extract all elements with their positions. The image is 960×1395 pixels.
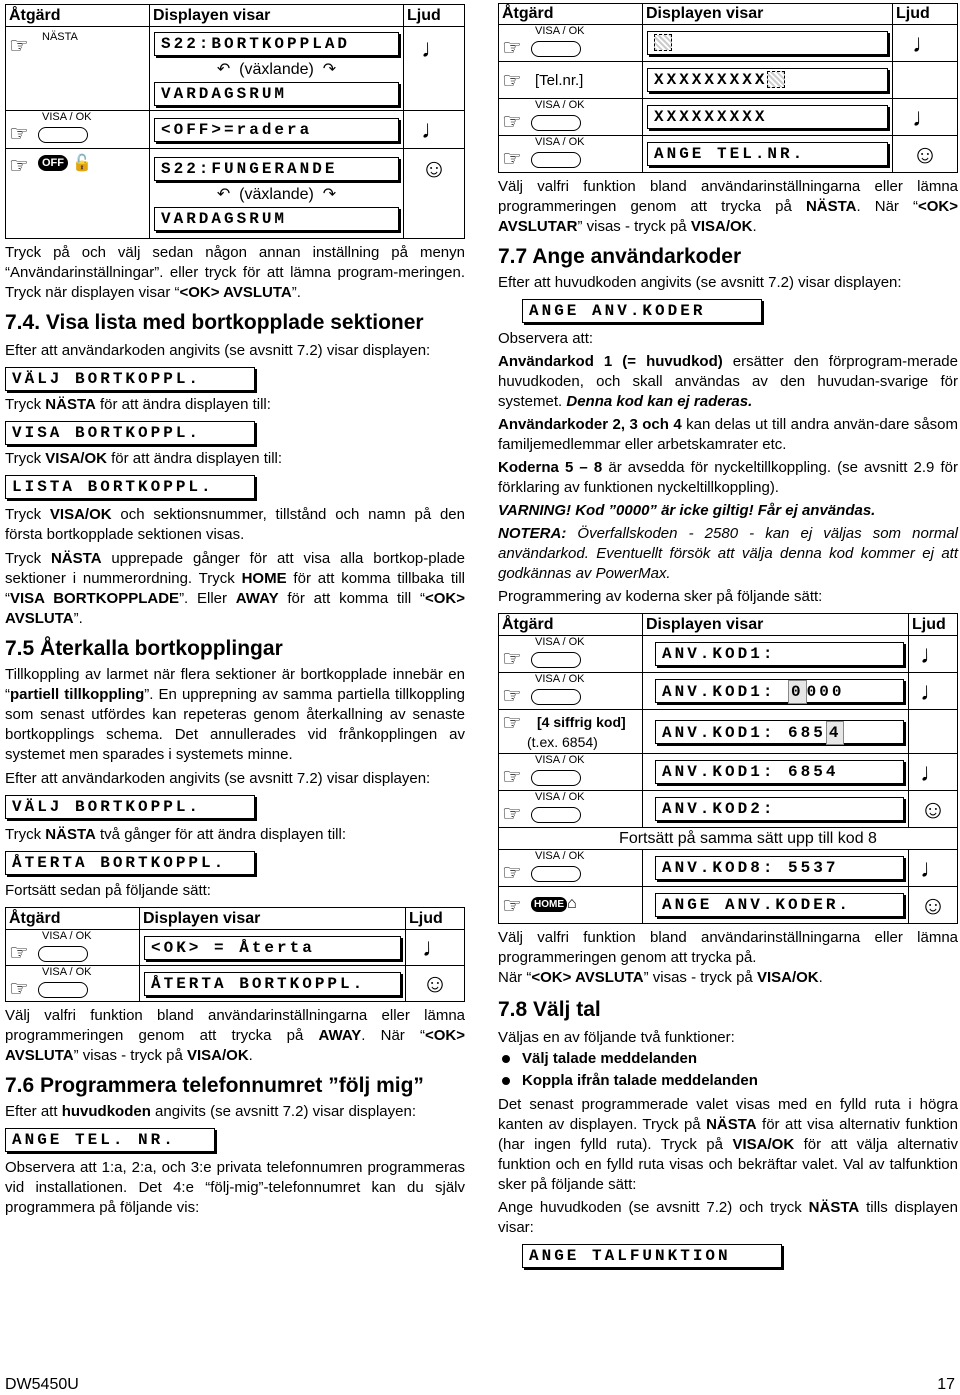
alternating-note: ↶ (växlande) ↷ xyxy=(216,185,337,203)
paragraph: NOTERA: Överfallskoden - 2580 - kan ej väljas som normal användarkod. Eventuellt försök att välja denna kod kommer ej att godkännas av PowerMax. xyxy=(498,525,958,582)
hand-pointer-icon: ☞ xyxy=(502,683,522,708)
beep-note-icon: ♩ xyxy=(909,754,958,791)
display-cell xyxy=(643,850,909,887)
empty-cell xyxy=(909,710,958,754)
action-cell xyxy=(499,710,643,754)
action-cell xyxy=(499,636,643,673)
header-action: Åtgärd xyxy=(499,4,643,25)
warning-text: VARNING! Kod ”0000” är icke giltig! Får ej användas. xyxy=(498,502,876,519)
button-label: VISA / OK xyxy=(535,673,585,685)
display-cell xyxy=(643,99,893,136)
action-cell xyxy=(6,149,150,239)
beep-note-icon: ♩ xyxy=(909,673,958,710)
hand-pointer-icon: ☞ xyxy=(9,976,29,1001)
header-sound: Ljud xyxy=(893,4,958,25)
display-cell xyxy=(643,791,909,828)
button-label: VISA / OK xyxy=(535,25,585,37)
beep-note-icon: ♩ xyxy=(909,850,958,887)
display-cell xyxy=(643,25,893,62)
hand-pointer-icon: ☞ xyxy=(9,121,29,146)
display-cell xyxy=(643,673,909,710)
section-heading-7-6: 7.6 Programmera telefonnumret ”följ mig” xyxy=(5,1074,424,1097)
display-cell xyxy=(140,930,406,966)
action-table-4 xyxy=(498,613,958,924)
action-cell xyxy=(499,673,643,710)
lcd-display: S22:FUNGERANDE xyxy=(154,157,399,181)
arrow-left-icon: ↶ xyxy=(216,185,231,203)
beep-note-icon: ♩ xyxy=(404,27,465,111)
happy-tune-icon: ☺ xyxy=(893,136,958,173)
button-oval-icon xyxy=(38,946,88,962)
cursor-box-icon xyxy=(767,71,785,88)
hand-pointer-icon: ☞ xyxy=(502,68,522,93)
paragraph: Väljas en av följande två funktioner: xyxy=(498,1029,735,1046)
action-cell xyxy=(499,791,643,828)
hand-pointer-icon: ☞ xyxy=(9,153,29,178)
lcd-display: VARDAGSRUM xyxy=(154,82,399,106)
beep-note-icon: ♩ xyxy=(909,636,958,673)
hand-pointer-icon: ☞ xyxy=(502,801,522,826)
header-display: Displayen visar xyxy=(140,908,406,930)
button-label: VISA / OK xyxy=(42,111,92,123)
lcd-display: VARDAGSRUM xyxy=(154,207,399,231)
paragraph: Välj valfri funktion bland användarinställningarna eller lämna programmeringen genom att trycka på AWAY. När “<OK> AVSLUTA” visas - tryck på VISA/OK. xyxy=(5,1007,465,1064)
hand-pointer-icon: ☞ xyxy=(502,35,522,60)
button-oval-icon xyxy=(531,866,581,882)
button-oval-icon xyxy=(38,127,88,143)
hand-pointer-icon: ☞ xyxy=(502,646,522,671)
button-label: VISA / OK xyxy=(42,966,92,978)
section-heading-7-8: 7.8 Välj tal xyxy=(498,998,601,1021)
button-label: VISA / OK xyxy=(535,754,585,766)
button-label: VISA / OK xyxy=(535,791,585,803)
lcd-display: VÄLJ BORTKOPPL. xyxy=(5,795,255,819)
button-label: VISA / OK xyxy=(535,636,585,648)
bullet-item: Välj talade meddelanden xyxy=(498,1048,958,1070)
button-label: VISA / OK xyxy=(535,99,585,111)
empty-cell xyxy=(893,62,958,99)
happy-tune-icon: ☺ xyxy=(909,791,958,828)
lcd-display: VISA BORTKOPPL. xyxy=(5,421,255,445)
action-cell xyxy=(499,25,643,62)
action-cell xyxy=(499,754,643,791)
display-cell xyxy=(643,887,909,924)
header-action: Åtgärd xyxy=(499,614,643,636)
display-cell xyxy=(643,136,893,173)
bullet-item: Koppla ifrån talade meddelanden xyxy=(498,1070,958,1092)
lcd-display: ANGE TEL.NR. xyxy=(647,142,888,166)
lcd-display: S22:BORTKOPPLAD xyxy=(154,32,399,56)
lcd-display: ANV.KOD1: 6854 xyxy=(655,760,904,784)
action-table-3 xyxy=(498,3,958,173)
action-cell xyxy=(6,966,140,1002)
paragraph: Ange huvudkoden (se avsnitt 7.2) och tryck NÄSTA tills displayen visar: xyxy=(498,1199,958,1236)
button-oval-icon xyxy=(531,152,581,168)
alternating-note: ↶ (växlande) ↷ xyxy=(216,60,337,78)
paragraph: Välj valfri funktion bland användarinställningarna eller lämna programmeringen genom att trycka på. xyxy=(498,929,958,966)
action-cell xyxy=(499,887,643,924)
paragraph: Efter att användarkoden angivits (se avsnitt 7.2) visar displayen: xyxy=(5,342,431,359)
hand-pointer-icon: ☞ xyxy=(9,940,29,965)
paragraph: Tryck på och välj sedan någon annan inställning på menyn “Användarinställningar”. eller tryck för att lämna program-meringen. Tryck när displayen visar “<OK> AVSLUTA”. xyxy=(5,244,465,301)
display-cell xyxy=(643,636,909,673)
footer-page-number: 17 xyxy=(937,1376,955,1393)
paragraph: Välj valfri funktion bland användarinställningarna eller lämna programmeringen genom att trycka på NÄSTA. När “<OK> AVSLUTAR” visas - tryck på VISA/OK. xyxy=(498,178,958,235)
lcd-display: ANGE ANV.KODER xyxy=(522,299,762,323)
paragraph: Tillkoppling av larmet när flera sektioner är bortkopplade innebär en “partiell tillkoppling”. En upprepning av samma partiella tillkoppling som senast utfördes kan repeteras genom återkallning av senaste bortkopplings schema. Det annullerades vid frånkopplingen av systemet men sparades i systemets minne. xyxy=(5,666,465,763)
house-icon: ⌂ xyxy=(567,895,577,912)
button-label: VISA / OK xyxy=(42,930,92,942)
paragraph: Efter att huvudkoden angivits (se avsnitt 7.2) visar displayen: xyxy=(498,274,902,291)
action-cell xyxy=(6,930,140,966)
lcd-display: ANGE TALFUNKTION xyxy=(522,1244,782,1268)
off-button-icon: OFF xyxy=(38,155,68,171)
header-display: Displayen visar xyxy=(643,614,909,636)
button-oval-icon xyxy=(531,652,581,668)
paragraph: Efter att huvudkoden angivits (se avsnitt 7.2) visar displayen: xyxy=(5,1103,416,1120)
button-label: VISA / OK xyxy=(535,136,585,148)
paragraph: Användarkod 1 (= huvudkod) ersätter den förprogram-merade huvudkoden, och skall användas av den huvudan-svarige för systemet. Denna kod kan ej raderas. xyxy=(498,353,958,410)
lcd-display: LISTA BORTKOPPL. xyxy=(5,475,255,499)
hand-pointer-icon: ☞ xyxy=(502,146,522,171)
button-oval-icon xyxy=(38,982,88,998)
happy-tune-icon: ☺ xyxy=(909,887,958,924)
action-cell xyxy=(499,99,643,136)
lcd-display: ANGE TEL. NR. xyxy=(5,1128,215,1152)
section-heading-7-5: 7.5 Återkalla bortkopplingar xyxy=(5,637,283,660)
action-cell xyxy=(6,111,150,149)
paragraph: Observera att: xyxy=(498,330,594,347)
action-cell xyxy=(499,136,643,173)
paragraph: Tryck NÄSTA upprepade gånger för att visa alla bortkop-plade sektioner i nummerordning. Tryck HOME för att komma tillbaka till “VISA BORTKOPPLADE”. Eller AWAY för att komma till “<OK> AVSLUTA”. xyxy=(5,550,465,627)
hand-pointer-icon: ☞ xyxy=(502,764,522,789)
paragraph: Tryck NÄSTA för att ändra displayen till: xyxy=(5,396,271,413)
lcd-display: <OFF>=radera xyxy=(154,118,399,142)
button-oval-icon xyxy=(531,115,581,131)
action-cell xyxy=(6,27,150,111)
button-oval-icon xyxy=(531,41,581,57)
section-heading-7-7: 7.7 Ange användarkoder xyxy=(498,245,742,268)
lcd-display: ANV.KOD8: 5537 xyxy=(655,856,904,880)
lcd-display: ÅTERTA BORTKOPPL. xyxy=(5,851,255,875)
hand-pointer-icon: ☞ xyxy=(502,860,522,885)
arrow-left-icon: ↶ xyxy=(216,60,231,78)
button-oval-icon xyxy=(531,807,581,823)
display-cell xyxy=(150,149,404,239)
home-button-icon: HOME xyxy=(531,897,567,912)
unlock-icon: 🔓 xyxy=(72,155,92,172)
lcd-display xyxy=(647,31,888,55)
paragraph: Koderna 5 – 8 är avsedda för nyckeltillkoppling. (se avsnitt 2.9 för förklaring av funktionen nyckeltillkoppling). xyxy=(498,459,959,496)
hand-pointer-icon: ☞ xyxy=(9,33,29,58)
header-action: Åtgärd xyxy=(6,5,150,27)
display-cell xyxy=(140,966,406,1002)
example-label: (t.ex. 6854) xyxy=(527,734,598,750)
action-cell xyxy=(499,850,643,887)
header-sound: Ljud xyxy=(909,614,958,636)
left-column xyxy=(5,0,465,1218)
beep-note-icon: ♩ xyxy=(406,930,465,966)
lcd-display: VÄLJ BORTKOPPL. xyxy=(5,367,255,391)
display-cell xyxy=(643,754,909,791)
beep-note-icon: ♩ xyxy=(893,25,958,62)
paragraph: Tryck VISA/OK och sektionsnummer, tillstånd och namn på den första bortkopplade sektionen visas. xyxy=(5,506,465,543)
hand-pointer-icon: ☞ xyxy=(502,893,522,918)
lcd-display: ANV.KOD2: xyxy=(655,797,904,821)
right-column xyxy=(498,0,958,1268)
header-action: Åtgärd xyxy=(6,908,140,930)
lcd-display: XXXXXXXXX xyxy=(647,68,888,92)
paragraph: Användarkoder 2, 3 och 4 kan delas ut till andra använ-dare såsom familjemedlemmar eller arbetskamrater etc. xyxy=(498,416,958,453)
beep-note-icon: ♩ xyxy=(893,99,958,136)
hand-pointer-icon: ☞ xyxy=(502,710,522,735)
lcd-display: ÅTERTA BORTKOPPL. xyxy=(144,972,401,996)
button-label: NÄSTA xyxy=(42,31,78,43)
paragraph: Observera att 1:a, 2:a, och 3:e privata telefonnumren programmeras vid installationen. Det 4:e “följ-mig”-telefonnumret kan du själv programmera på följande vis: xyxy=(5,1159,465,1216)
display-cell xyxy=(150,27,404,111)
continue-note: Fortsätt på samma sätt upp till kod 8 xyxy=(499,828,958,850)
header-display: Displayen visar xyxy=(150,5,404,27)
header-sound: Ljud xyxy=(404,5,465,27)
action-table-2 xyxy=(5,907,465,1002)
display-cell xyxy=(643,710,909,754)
section-heading-7-4: 7.4. Visa lista med bortkopplade sektioner xyxy=(5,311,424,334)
paragraph: När “<OK> AVSLUTA” visas - tryck på VISA/OK. xyxy=(498,969,823,986)
paragraph: Tryck NÄSTA två gånger för att ändra displayen till: xyxy=(5,826,346,843)
paragraph: Programmering av koderna sker på följande sätt: xyxy=(498,588,823,605)
happy-tune-icon: ☺ xyxy=(404,149,465,239)
action-table-1 xyxy=(5,4,465,239)
lcd-display: ANGE ANV.KODER. xyxy=(655,893,904,917)
lcd-display: ANV.KOD1: xyxy=(655,642,904,666)
lcd-display: XXXXXXXXX xyxy=(647,105,888,129)
cursor-box-icon xyxy=(654,34,672,51)
header-sound: Ljud xyxy=(406,908,465,930)
hand-pointer-icon: ☞ xyxy=(502,109,522,134)
button-label: VISA / OK xyxy=(535,850,585,862)
action-cell xyxy=(499,62,643,99)
button-label: [Tel.nr.] xyxy=(535,72,584,89)
footer-doc-id: DW5450U xyxy=(5,1376,79,1393)
button-oval-icon xyxy=(531,770,581,786)
button-label: [4 siffrig kod] xyxy=(537,714,626,730)
lcd-display: <OK> = Återta xyxy=(144,936,401,960)
beep-note-icon: ♩ xyxy=(404,111,465,149)
paragraph: Efter att användarkoden angivits (se avsnitt 7.2) visar displayen: xyxy=(5,770,431,787)
display-cell xyxy=(643,62,893,99)
header-display: Displayen visar xyxy=(643,4,893,25)
paragraph: Fortsätt sedan på följande sätt: xyxy=(5,882,211,899)
happy-tune-icon: ☺ xyxy=(406,966,465,1002)
paragraph: Det senast programmerade valet visas med en fylld ruta i högra kanten av displayen. Tryck på NÄSTA för att visa alternativ funktion (har ingen fylld ruta). Tryck på VISA/OK för att välja alternativ funktion och en fylld ruta visas och bekräftar valet. Val av talfunktion sker på följande sätt: xyxy=(498,1096,958,1193)
lcd-display: ANV.KOD1: 0 000 xyxy=(655,679,904,703)
arrow-right-icon: ↷ xyxy=(322,60,337,78)
lcd-display: ANV.KOD1: 685 4 xyxy=(655,720,904,744)
arrow-right-icon: ↷ xyxy=(322,185,337,203)
paragraph: Tryck VISA/OK för att ändra displayen till: xyxy=(5,450,283,467)
display-cell xyxy=(150,111,404,149)
button-oval-icon xyxy=(531,689,581,705)
